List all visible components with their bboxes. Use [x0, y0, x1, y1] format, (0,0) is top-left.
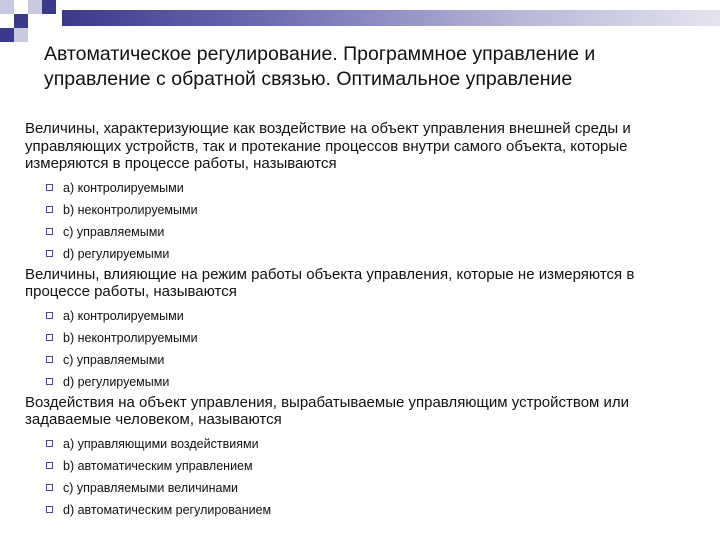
square-bullet-icon	[46, 462, 53, 469]
option-label: a) контролируемыми	[63, 180, 184, 195]
question-text: Воздействия на объект управления, вырабатываемые управляющим устройством или задаваемые человеком, называются	[25, 393, 630, 428]
option-label: a) контролируемыми	[63, 308, 184, 323]
options-list	[25, 433, 695, 521]
option-label: c) управляемыми	[63, 352, 165, 367]
option-item	[63, 177, 695, 199]
option-label: c) управляемыми величинами	[63, 480, 239, 495]
slide-decoration	[0, 0, 720, 40]
option-label: b) неконтролируемыми	[63, 330, 198, 345]
square-bullet-icon	[46, 506, 53, 513]
option-item	[63, 455, 695, 477]
square-bullet-icon	[46, 378, 53, 385]
deco-square	[14, 0, 28, 14]
option-item	[63, 371, 695, 393]
option-item	[63, 477, 695, 499]
option-item	[63, 199, 695, 221]
deco-square	[42, 0, 56, 14]
square-bullet-icon	[46, 356, 53, 363]
deco-square	[0, 28, 14, 42]
square-bullet-icon	[46, 484, 53, 491]
option-item	[63, 433, 695, 455]
option-item	[63, 305, 695, 327]
square-bullet-icon	[46, 228, 53, 235]
option-item	[63, 327, 695, 349]
question-text: Величины, характеризующие как воздействие на объект управления внешней среды и управляющих устройств, так и протекание процессов внутри самого объекта, которые измеряются в процессе работы, называются	[25, 120, 631, 172]
square-bullet-icon	[46, 440, 53, 447]
slide-content	[25, 120, 695, 522]
option-label: d) регулируемыми	[63, 374, 170, 389]
deco-square	[0, 14, 14, 28]
question-block	[25, 394, 695, 521]
question-block	[25, 266, 695, 393]
option-item	[63, 221, 695, 243]
options-list	[25, 305, 695, 393]
deco-square	[0, 0, 14, 14]
deco-square	[28, 14, 42, 28]
question-block	[25, 120, 695, 265]
option-label: d) автоматическим регулированием	[63, 502, 272, 517]
square-bullet-icon	[46, 312, 53, 319]
slide-title: Автоматическое регулирование. Программное управление и управление с обратной связью. Оптимальное управление	[44, 43, 596, 90]
deco-square	[28, 0, 42, 14]
square-bullet-icon	[46, 206, 53, 213]
options-list	[25, 177, 695, 265]
option-item	[63, 499, 695, 521]
square-bullet-icon	[46, 184, 53, 191]
square-bullet-icon	[46, 250, 53, 257]
option-label: b) неконтролируемыми	[63, 202, 198, 217]
question-text: Величины, влияющие на режим работы объекта управления, которые не измеряются в процессе работы, называются	[25, 265, 635, 300]
deco-square	[14, 28, 28, 42]
square-bullet-icon	[46, 334, 53, 341]
deco-gradient-bar	[62, 10, 720, 26]
option-label: d) регулируемыми	[63, 246, 170, 261]
option-item	[63, 243, 695, 265]
option-label: a) управляющими воздействиями	[63, 436, 259, 451]
option-label: b) автоматическим управлением	[63, 458, 253, 473]
deco-square	[14, 14, 28, 28]
option-item	[63, 349, 695, 371]
option-label: c) управляемыми	[63, 224, 165, 239]
